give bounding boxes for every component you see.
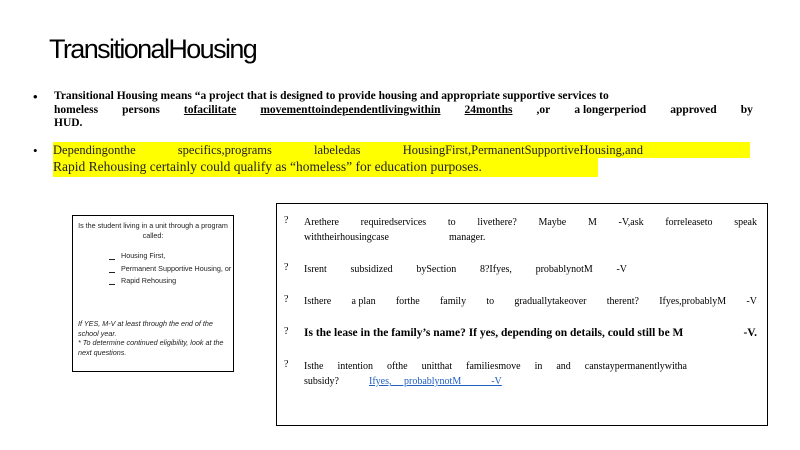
program-option [109, 251, 233, 261]
question-word: Isrent [304, 264, 327, 275]
question-word: bySection [416, 264, 457, 275]
question-mark-icon: ? [284, 262, 289, 273]
program-option [109, 264, 233, 274]
bullet-dot-icon: • [33, 143, 38, 158]
question-word: forreleaseto [665, 217, 713, 228]
question-text [304, 294, 757, 309]
question-word: 8?Ifyes, [479, 264, 512, 275]
question-word: speak [734, 217, 757, 228]
question-text [304, 215, 757, 245]
bullet-list [33, 90, 753, 131]
program-options [109, 251, 233, 286]
question-text [304, 326, 757, 341]
bullet1-line1: Transitional Housing means “a project that is designed to provide housing and appropriate supportive services to [54, 90, 609, 102]
bullet1-line2 [54, 104, 753, 118]
bullet1-line3: HUD. [54, 117, 83, 129]
question-line [304, 374, 687, 389]
question-word: a plan [351, 296, 376, 307]
bullet2-word: labeledas [314, 143, 361, 157]
question-word: family [439, 296, 467, 307]
question-word: intention [337, 361, 374, 372]
question-word: manager. [448, 232, 486, 243]
answer-link[interactable]: Ifyes, probablynotM -V [369, 376, 502, 387]
question-word: unitthat [421, 361, 453, 372]
question-word: forthe [395, 296, 420, 307]
bullet1-word: a longerperiod [574, 103, 647, 116]
question-word: to [447, 217, 456, 228]
question-word: Isthe [304, 361, 324, 372]
question-word: withtheirhousingcase [304, 232, 389, 243]
bullet1-word: persons [122, 103, 160, 116]
eligibility-note-line: If YES, M-V at least through the end of the school year. [78, 319, 213, 338]
question-word: Isthere [304, 296, 332, 307]
question-line [304, 326, 757, 341]
question-line [304, 230, 757, 245]
question-word: -V [746, 296, 757, 307]
bullet-dot-icon: • [33, 89, 38, 104]
question-word: to [486, 296, 495, 307]
question-word: livethere? [477, 217, 517, 228]
question-line [304, 215, 757, 230]
bullet2-line2: Rapid Rehousing certainly could qualify as “homeless” for education purposes. [53, 159, 482, 174]
blank-line-icon [109, 279, 115, 285]
program-option-label: Rapid Rehousing [121, 276, 177, 285]
question-word: Maybe [538, 217, 567, 228]
program-question: Is the student living in a unit through a program called: [78, 221, 228, 240]
question-line [304, 262, 627, 277]
eligibility-note-line: * To determine continued eligibility, look at the next questions. [78, 338, 224, 357]
question-text [304, 359, 687, 389]
question-word: requiredservices [360, 217, 427, 228]
question-word: in [534, 361, 543, 372]
bullet1-word: homeless [54, 103, 99, 116]
question-word: canstaypermanentlywitha [584, 361, 687, 372]
question-line [304, 294, 757, 309]
bullet1-word: ,or [536, 103, 551, 116]
question-word: and [556, 361, 571, 372]
questions-box [276, 203, 768, 426]
bullet1-word: 24months [464, 103, 513, 116]
bullet2-word: Dependingonthe [53, 143, 136, 157]
blank-line-icon [109, 254, 115, 260]
eligibility-note [78, 319, 228, 357]
bullet2-word: HousingFirst,PermanentSupportiveHousing,and [402, 143, 643, 157]
bullet-transitional-housing-definition [33, 90, 753, 131]
program-option-label: Permanent Supportive Housing, or [121, 263, 232, 273]
program-option-label: Housing First, [121, 251, 166, 260]
question-word: ofthe [387, 361, 408, 372]
question-mark-icon: ? [284, 326, 289, 337]
question-word: Arethere [304, 217, 339, 228]
question-word: graduallytakeover [514, 296, 587, 307]
question-word: -V. [743, 327, 757, 339]
slide-title: TransitionalHousing [49, 34, 257, 64]
bullet1-word: tofacilitate [183, 103, 237, 116]
question-word: M [587, 217, 597, 228]
bullet2-line1 [53, 143, 643, 158]
question-word: -V,ask [618, 217, 644, 228]
question-word: probablynotM [535, 264, 593, 275]
question-word: therent? [606, 296, 639, 307]
bullet2-word: specifics,programs [177, 143, 272, 157]
program-question-box [72, 215, 234, 372]
question-word: Ifyes,probablyM [659, 296, 727, 307]
program-option [109, 276, 233, 286]
bullet1-word: by [740, 103, 753, 116]
blank-line-icon [109, 267, 115, 273]
question-word: Is the lease in the family’s name? If yes, depending on details, could still be M [304, 327, 684, 339]
bullet1-word: movementtoindependentlivingwithin [260, 103, 441, 116]
question-word: familiesmove [466, 361, 521, 372]
bullet1-word: approved [670, 103, 717, 116]
question-word: subsidy? [304, 376, 339, 387]
question-word: subsidized [350, 264, 393, 275]
question-text [304, 262, 627, 277]
question-line [304, 359, 687, 374]
question-word: -V [616, 264, 627, 275]
question-mark-icon: ? [284, 359, 289, 370]
question-mark-icon: ? [284, 294, 289, 305]
question-mark-icon: ? [284, 215, 289, 226]
